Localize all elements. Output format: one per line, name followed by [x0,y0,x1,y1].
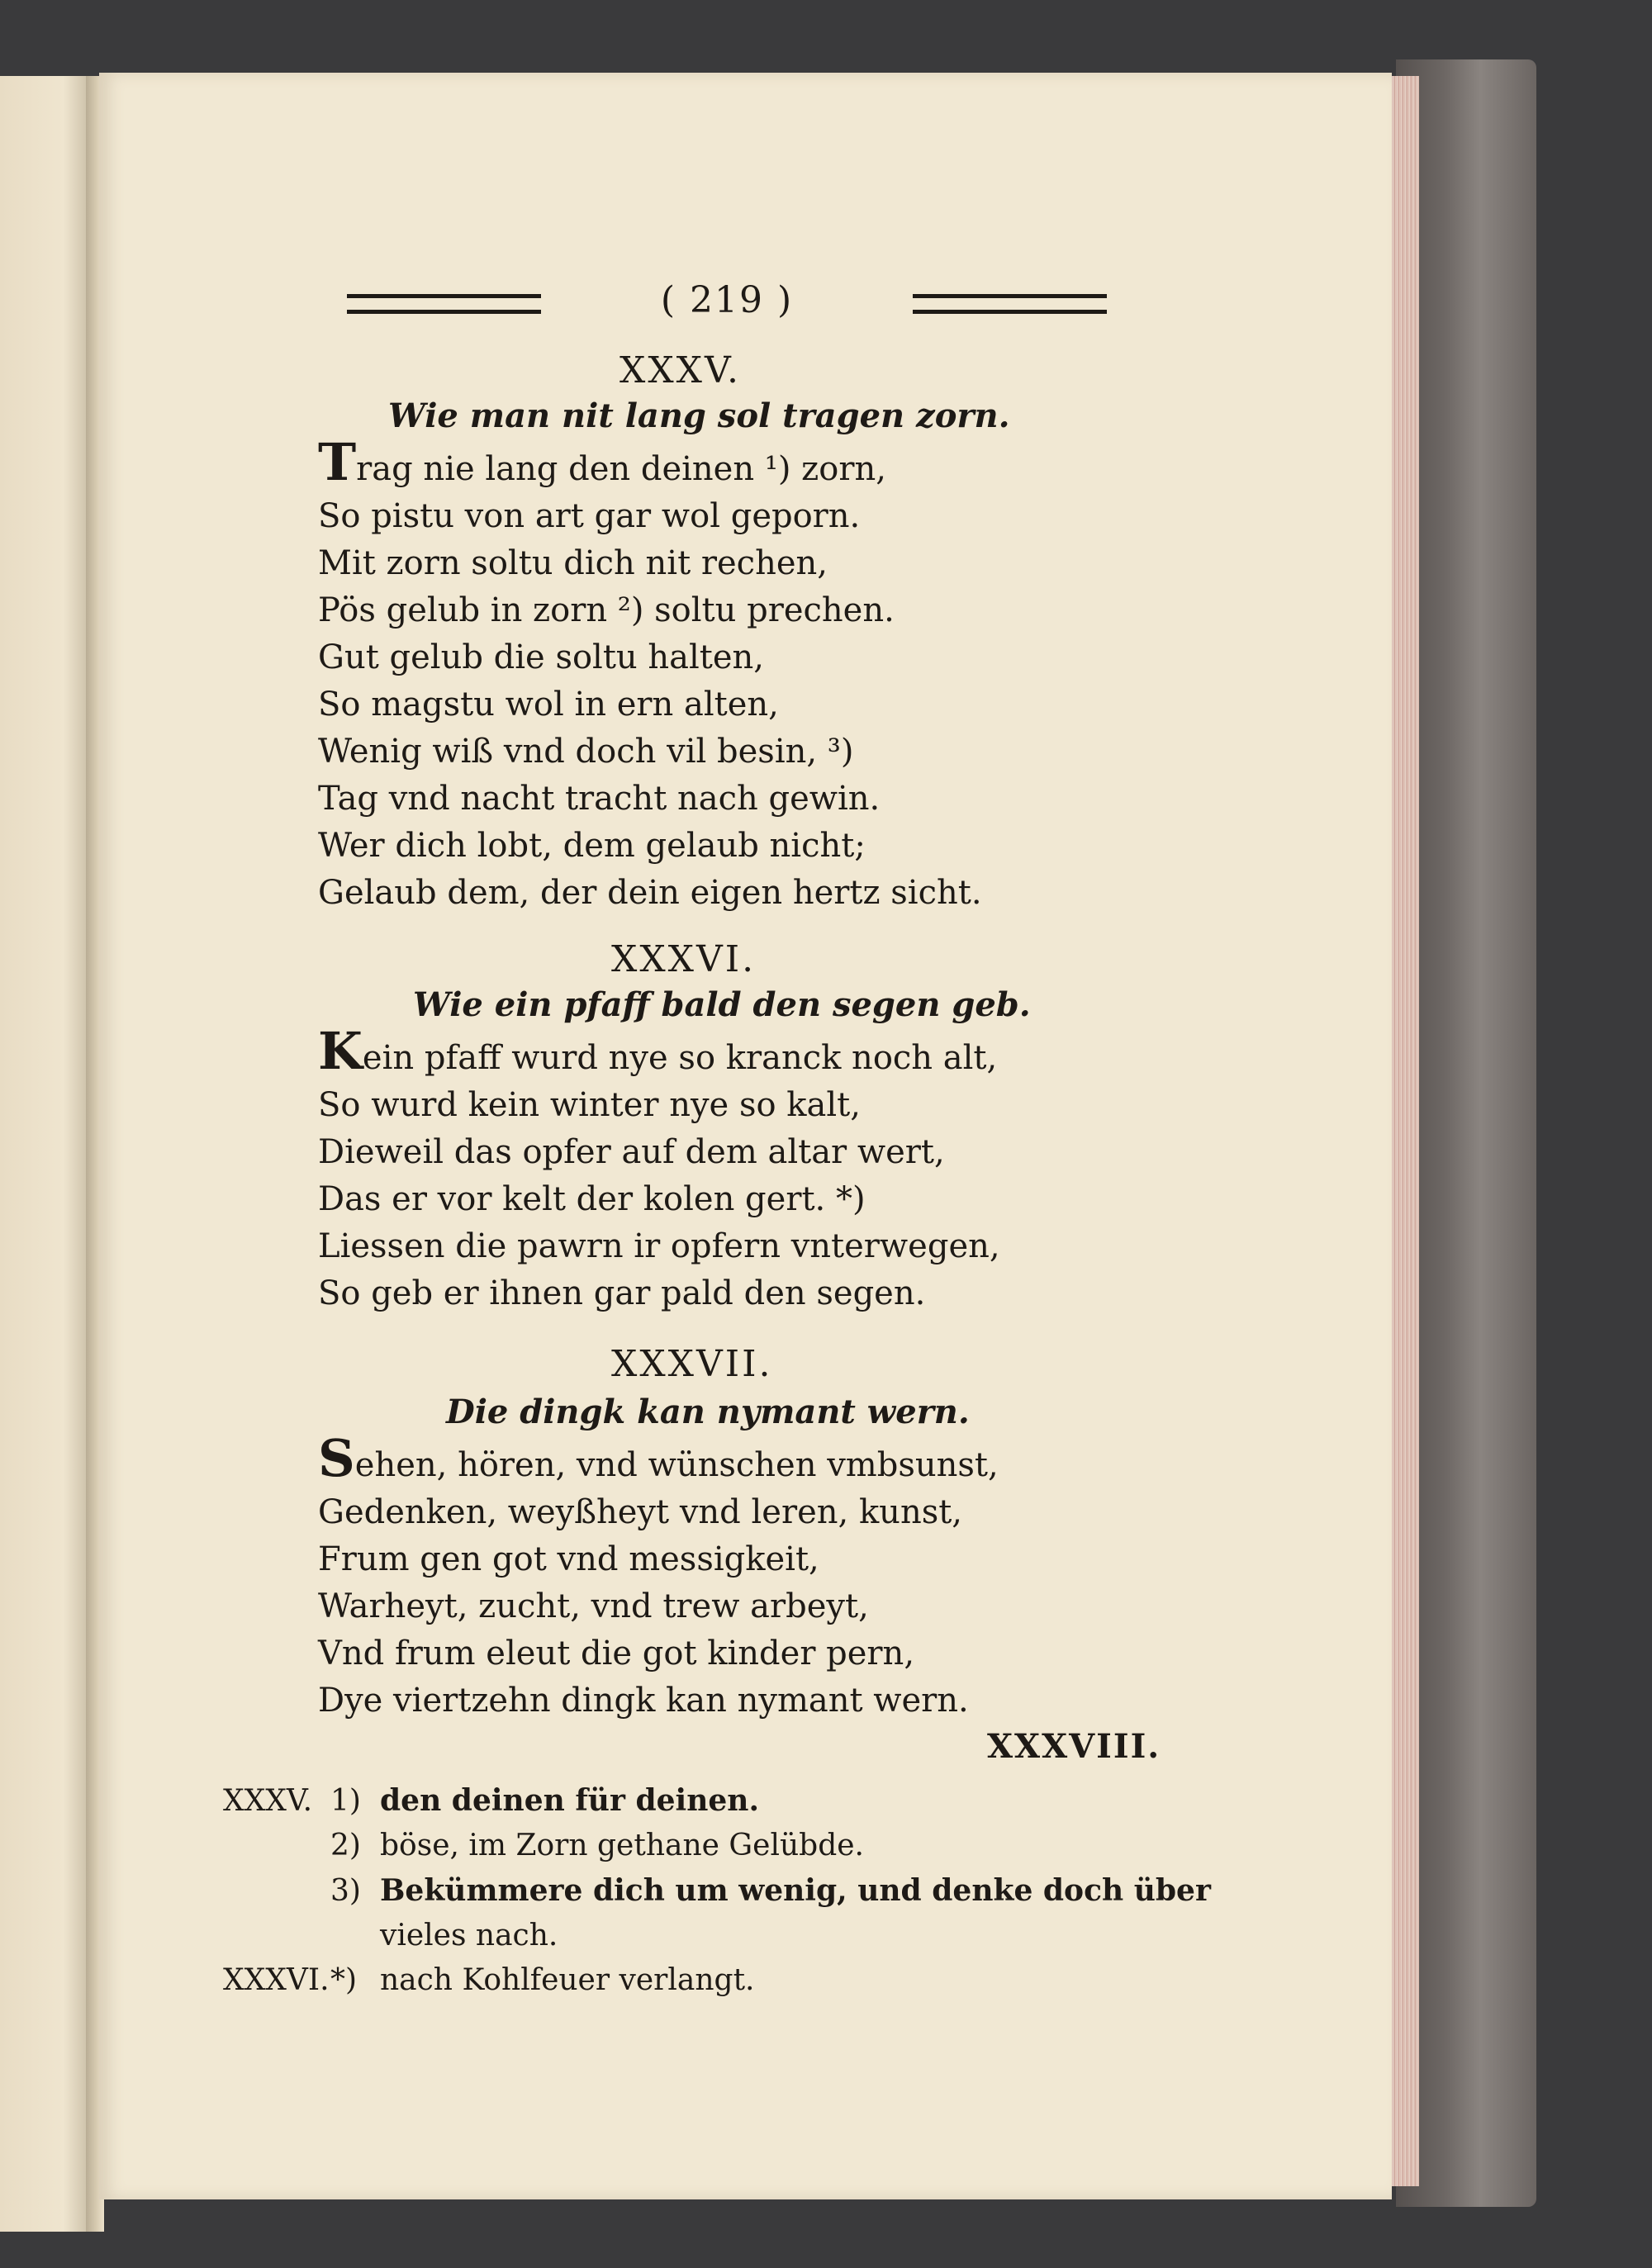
footnote: 2) böse, im Zorn gethane Gelübde. [330,1829,865,1862]
catchword: XXXVIII. [987,1727,1161,1766]
initial-letter: T [318,432,357,492]
verse-line: Frum gen got vnd messigkeit, [318,1540,819,1578]
footnote: XXXVI.*) nach Kohlfeuer verlangt. [223,1963,755,1997]
section-title: Wie ein pfaff bald den segen geb. [413,985,1031,1024]
footnotes [223,1778,1211,2003]
verse-line: Dye viertzehn dingk kan nymant wern. [318,1682,969,1720]
verse-line: Das er vor kelt der kolen gert. *) [318,1180,866,1218]
header-rule-right [913,294,1107,314]
left-page [0,76,91,2232]
verse-line: Gut gelub die soltu halten, [318,638,765,676]
verse-line: Tag vnd nacht tracht nach gewin. [318,780,881,818]
verse-line: Trag nie lang den deinen ¹) zorn, [318,432,886,492]
page-header [347,279,1107,329]
verse-line: Mit zorn soltu dich nit rechen, [318,544,828,582]
verse-line: So geb er ihnen gar pald den segen. [318,1274,926,1312]
footnote: vieles nach. [380,1919,558,1952]
initial-letter: S [318,1428,355,1488]
verse-line: Kein pfaff wurd nye so kranck noch alt, [318,1021,998,1081]
verse-line: Gedenken, weyßheyt vnd leren, kunst, [318,1493,963,1531]
verse-line: Pös gelub in zorn ²) soltu prechen. [318,591,895,629]
verse-line: So pistu von art gar wol geporn. [318,497,861,535]
verse-line: Dieweil das opfer auf dem altar wert, [318,1133,945,1171]
page-edges [1388,76,1419,2186]
section-number: XXXVI. [611,938,757,980]
verse-line: Wenig wiß vnd doch vil besin, ³) [318,733,854,771]
footnote: XXXV. 1) den deinen für deinen. [223,1783,760,1818]
verse-line: Liessen die pawrn ir opfern vnterwegen, [318,1227,1000,1265]
section-number: XXXVII. [611,1343,773,1385]
verse-line: So wurd kein winter nye so kalt, [318,1086,861,1124]
verse-block [318,1428,999,1725]
book-page [99,73,1392,2199]
section-number: XXXV. [620,349,742,391]
verse-line: Gelaub dem, der dein eigen hertz sicht. [318,874,982,912]
initial-letter: K [318,1021,363,1081]
section-title: Die dingk kan nymant wern. [446,1393,970,1431]
verse-block [318,1021,1000,1317]
section-title: Wie man nit lang sol tragen zorn. [388,396,1010,435]
page-number: ( 219 ) [660,279,794,321]
verse-line: Wer dich lobt, dem gelaub nicht; [318,827,866,865]
verse-line: Sehen, hören, vnd wünschen vmbsunst, [318,1428,999,1488]
footnote: 3) Bekümmere dich um wenig, und denke doch über [330,1873,1211,1908]
verse-line: So magstu wol in ern alten, [318,686,779,724]
verse-line: Vnd frum eleut die got kinder pern, [318,1635,915,1673]
verse-block [318,432,982,917]
verse-line: Warheyt, zucht, vnd trew arbeyt, [318,1587,869,1625]
